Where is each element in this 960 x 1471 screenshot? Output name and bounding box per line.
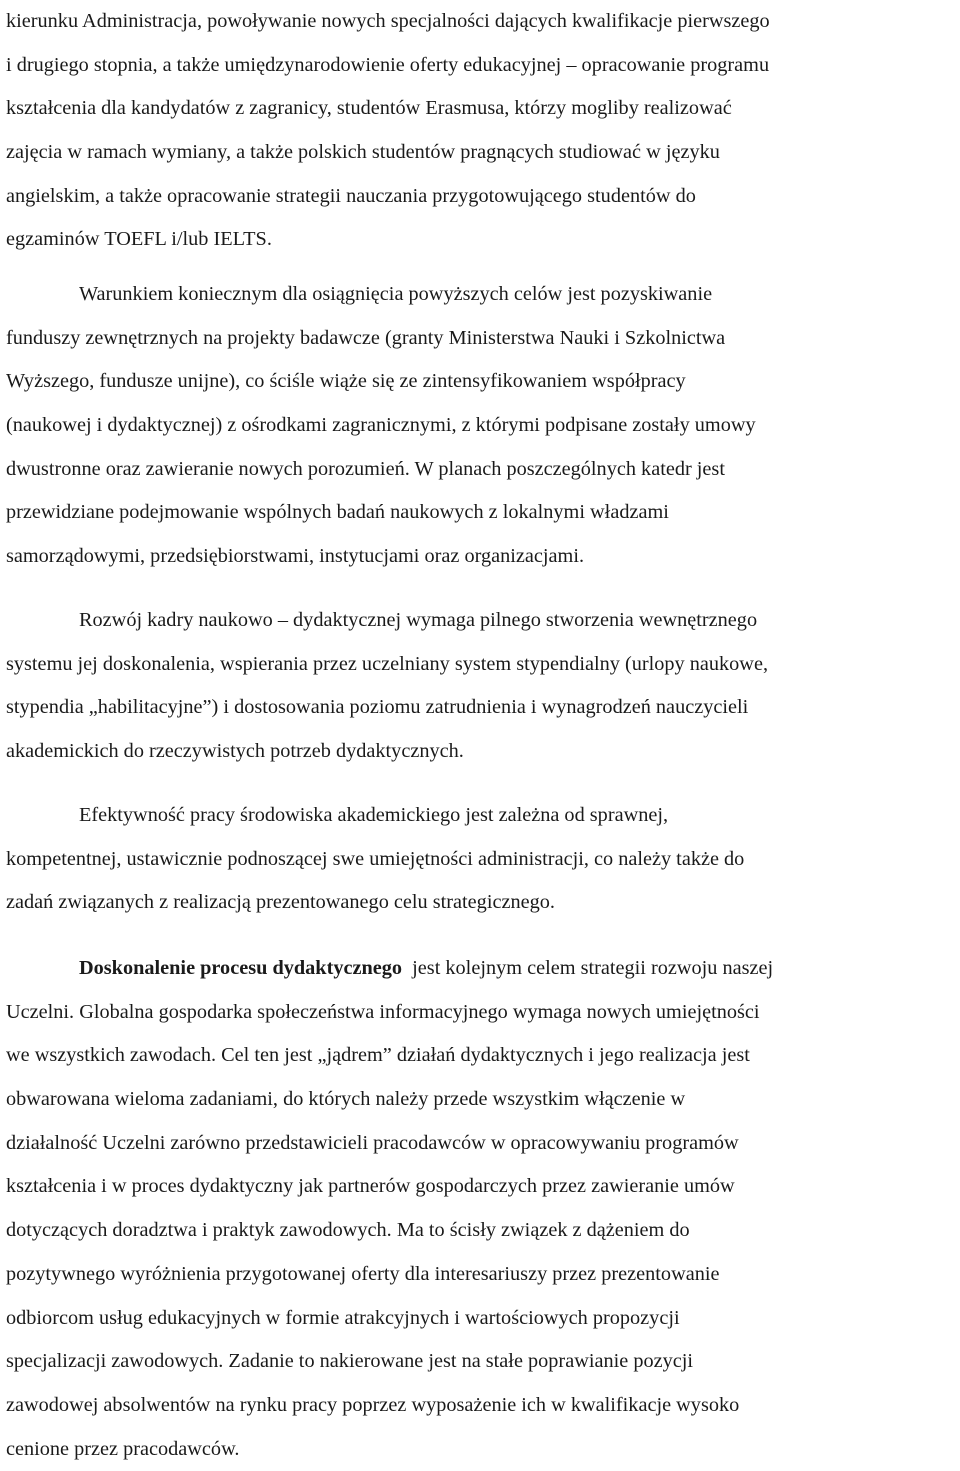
text-line: przewidziane podejmowanie wspólnych badań naukowych z lokalnymi władzami: [6, 501, 669, 524]
paragraph-funding: [0, 273, 756, 579]
text-line: specjalizacji zawodowych. Zadanie to nakierowane jest na stałe poprawianie pozycji: [6, 1350, 694, 1373]
paragraph-administration: [0, 0, 770, 262]
text-line: zajęcia w ramach wymiany, a także polskich studentów pragnących studiować w języku: [6, 141, 720, 164]
text-line: kształcenia dla kandydatów z zagranicy, studentów Erasmusa, którzy mogliby realizować: [6, 97, 732, 120]
text-line: Uczelni. Globalna gospodarka społeczeństwa informacyjnego wymaga nowych umiejętności: [6, 1000, 760, 1023]
text-line-rest: jest kolejnym celem strategii rozwoju naszej: [402, 957, 774, 979]
text-line: egzaminów TOEFL i/lub IELTS.: [6, 228, 272, 251]
text-line: funduszy zewnętrznych na projekty badawcze (granty Ministerstwa Nauki i Szkolnictwa: [6, 326, 726, 349]
paragraph-staff-development: [0, 599, 768, 774]
bold-heading-phrase: Doskonalenie procesu dydaktycznego: [79, 957, 403, 979]
text-line: we wszystkich zawodach. Cel ten jest „jądrem” działań dydaktycznych i jego realizacja jest: [6, 1044, 750, 1067]
text-line: działalność Uczelni zarówno przedstawicieli pracodawców w opracowywaniu programów: [6, 1131, 739, 1154]
text-line: [0, 947, 773, 991]
text-line: samorządowymi, przedsiębiorstwami, instytucjami oraz organizacjami.: [6, 545, 585, 568]
text-line: (naukowej i dydaktycznej) z ośrodkami zagranicznymi, z którymi podpisane zostały umowy: [6, 414, 756, 437]
text-line: dwustronne oraz zawieranie nowych porozumień. W planach poszczególnych katedr jest: [6, 457, 725, 480]
text-line: kierunku Administracja, powoływanie nowych specjalności dających kwalifikacje pierwszego: [6, 10, 770, 32]
text-line: zawodowej absolwentów na rynku pracy poprzez wyposażenie ich w kwalifikacje wysoko: [6, 1393, 740, 1416]
text-line: stypendia „habilitacyjne”) i dostosowania poziomu zatrudnienia i wynagrodzeń nauczycieli: [6, 696, 749, 719]
text-line: akademickich do rzeczywistych potrzeb dydaktycznych.: [6, 740, 464, 763]
text-line: Rozwój kadry naukowo – dydaktycznej wymaga pilnego stworzenia wewnętrznego: [79, 609, 758, 631]
text-line: i drugiego stopnia, a także umiędzynarodowienie oferty edukacyjnej – opracowanie programu: [6, 53, 770, 76]
text-line: angielskim, a także opracowanie strategii nauczania przygotowującego studentów do: [6, 184, 696, 207]
text-line: systemu jej doskonalenia, wspierania przez uczelniany system stypendialny (urlopy naukowe,: [6, 652, 769, 675]
text-line: obwarowana wieloma zadaniami, do których należy przede wszystkim włączenie w: [6, 1088, 686, 1111]
text-line: zadań związanych z realizacją prezentowanego celu strategicznego.: [6, 891, 555, 914]
text-line: kompetentnej, ustawicznie podnoszącej swe umiejętności administracji, co należy także do: [6, 847, 745, 870]
text-line: Warunkiem koniecznym dla osiągnięcia powyższych celów jest pozyskiwanie: [79, 283, 713, 305]
text-line: cenione przez pracodawców.: [6, 1437, 240, 1460]
paragraph-efficiency: [0, 794, 744, 925]
text-line: dotyczących doradztwa i praktyk zawodowych. Ma to ścisły związek z dążeniem do: [6, 1219, 690, 1242]
text-line: odbiorcom usług edukacyjnych w formie atrakcyjnych i wartościowych propozycji: [6, 1306, 680, 1329]
paragraph-didactic-process: [0, 947, 773, 1471]
text-line: pozytywnego wyróżnienia przygotowanej oferty dla interesariuszy przez prezentowanie: [6, 1262, 720, 1285]
text-line: Efektywność pracy środowiska akademickiego jest zależna od sprawnej,: [79, 804, 669, 826]
text-line: Wyższego, fundusze unijne), co ściśle wiąże się ze zintensyfikowaniem współpracy: [6, 370, 686, 393]
text-line: kształcenia i w proces dydaktyczny jak partnerów gospodarczych przez zawieranie umów: [6, 1175, 735, 1198]
